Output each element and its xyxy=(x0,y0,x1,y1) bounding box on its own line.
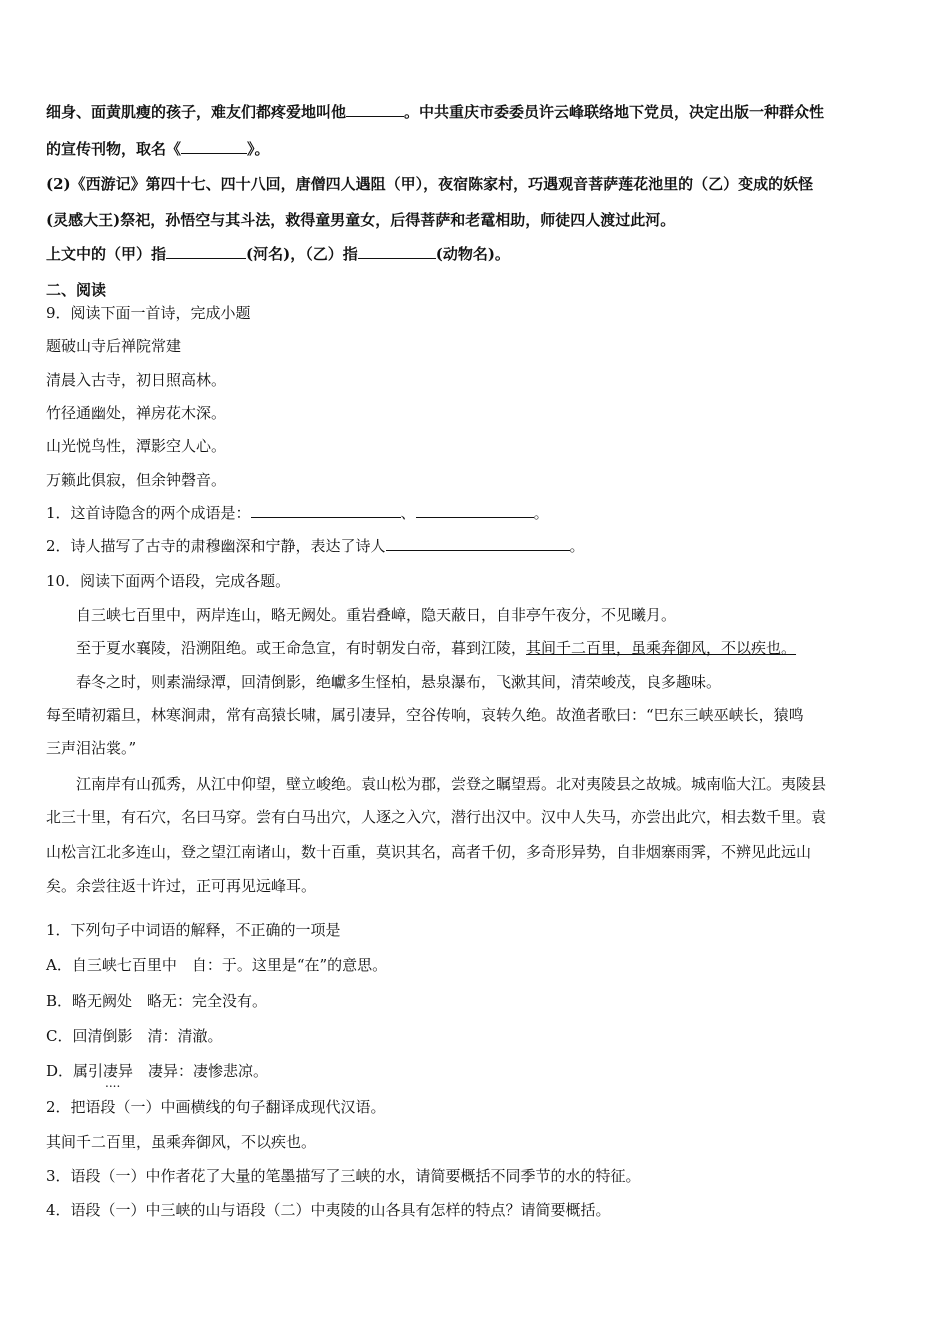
passage-line: 山松言江北多连山，登之望江南诸山，数十百重，莫识其名，高者千仞，多奇形异势，自非烟寨雨霁，不辨见此远山 xyxy=(46,843,812,861)
s8-text: 细身、面黄肌瘦的孩子，难友们都疼爱地叫他 xyxy=(46,103,347,121)
passage-paragraph xyxy=(46,636,796,660)
option-c: C．回清倒影 清：清澈。 xyxy=(46,1027,223,1045)
q10-sub-4: 4．语段（一）中三峡的山与语段（二）中夷陵的山各具有怎样的特点？请简要概括。 xyxy=(46,1201,611,1219)
s8-line-4: (灵感大王)祭祀，孙悟空与其斗法，救得童男童女，后得菩萨和老鼋相助，师徒四人渡过此河。 xyxy=(46,211,676,229)
option-a: A．自三峡七百里中 自：于。这里是“在”的意思。 xyxy=(46,956,388,974)
passage-line: 江南岸有山孤秀，从江中仰望，壁立峻绝。袁山松为郡，尝登之瞩望焉。北对夷陵县之故城。城南临大江。夷陵县 xyxy=(76,775,827,793)
passage-line: 三声泪沾裳。” xyxy=(46,739,137,757)
q-text: 。 xyxy=(569,537,585,555)
answer-blank xyxy=(416,502,534,518)
poem-line: 山光悦鸟性，潭影空人心。 xyxy=(46,437,227,455)
s8-line-5 xyxy=(46,242,510,266)
passage-line: 北三十里，有石穴，名曰马穿。尝有白马出穴，人逐之入穴，潜行出汉中。汉中人失马，亦尝出此穴，相去数千里。袁 xyxy=(46,808,827,826)
s8-line-1 xyxy=(46,100,824,124)
s8-text: (河名)，（乙）指 xyxy=(246,245,358,263)
answer-blank xyxy=(358,243,436,259)
poem-line: 清晨入古寺，初日照高林。 xyxy=(46,371,227,389)
answer-blank xyxy=(251,502,401,518)
q-text: 、 xyxy=(400,504,416,522)
passage-line: 矣。余尝往返十许过，正可再见远峰耳。 xyxy=(46,877,317,895)
s8-text: 上文中的（甲）指 xyxy=(46,245,167,263)
q-text: 。 xyxy=(533,504,549,522)
passage-paragraph: 自三峡七百里中，两岸连山，略无阙处。重岩叠嶂，隐天蔽日，自非亭午夜分，不见曦月。 xyxy=(76,606,677,624)
poem-title: 题破山寺后禅院常建 xyxy=(46,337,182,355)
answer-blank xyxy=(166,243,246,259)
s8-line-3: (2)《西游记》第四十七、四十八回，唐僧四人遇阻（甲），夜宿陈家村，巧遇观音菩萨莲花池里的（乙）变成的妖怪 xyxy=(46,175,814,193)
underlined-sentence: 其间千二百里，虽乘奔御风，不以疾也。 xyxy=(526,639,797,657)
section-heading: 二、阅读 xyxy=(46,281,107,299)
q10-sub-1: 1．下列句子中词语的解释，不正确的一项是 xyxy=(46,921,341,939)
q9-title: 9．阅读下面一首诗，完成小题 xyxy=(46,304,251,322)
option-text: D．属引 xyxy=(46,1062,104,1080)
answer-blank xyxy=(181,138,247,154)
emphasized-word: 凄异 .... xyxy=(103,1062,133,1080)
q-text: 1．这首诗隐含的两个成语是： xyxy=(46,504,251,522)
passage-text: 至于夏水襄陵，沿溯阻绝。或王命急宣，有时朝发白帝，暮到江陵， xyxy=(76,639,527,657)
q10-title: 10．阅读下面两个语段，完成各题。 xyxy=(46,572,291,590)
answer-blank xyxy=(386,535,570,551)
answer-blank xyxy=(346,101,404,117)
q9-sub-2 xyxy=(46,534,585,558)
s8-text: 。中共重庆市委委员许云峰联络地下党员，决定出版一种群众性 xyxy=(404,103,825,121)
passage-paragraph: 春冬之时，则素湍绿潭，回清倒影，绝巘多生怪柏，悬泉瀑布，飞漱其间，清荣峻茂，良多趣味。 xyxy=(76,673,722,691)
passage-line: 每至晴初霜旦，林寒涧肃，常有高猿长啸，属引凄异，空谷传响，哀转久绝。故渔者歌曰：“巴东三峡巫峡长，猿鸣 xyxy=(46,706,804,724)
option-d xyxy=(46,1059,268,1083)
poem-line: 万籁此俱寂，但余钟磬音。 xyxy=(46,471,227,489)
q9-sub-1 xyxy=(46,501,549,525)
option-b: B．略无阙处 略无：完全没有。 xyxy=(46,992,268,1010)
s8-text: 》。 xyxy=(247,140,270,158)
option-text: 凄异：凄惨悲凉。 xyxy=(133,1062,269,1080)
s8-line-2 xyxy=(46,137,270,161)
q10-sub-2: 2．把语段（一）中画横线的句子翻译成现代汉语。 xyxy=(46,1098,386,1116)
q-text: 2．诗人描写了古寺的肃穆幽深和宁静，表达了诗人 xyxy=(46,537,386,555)
q10-sub-3: 3．语段（一）中作者花了大量的笔墨描写了三峡的水，请简要概括不同季节的水的特征。 xyxy=(46,1167,641,1185)
s8-text: 的宣传刊物，取名《 xyxy=(46,140,182,158)
poem-line: 竹径通幽处，禅房花木深。 xyxy=(46,404,227,422)
translate-sentence: 其间千二百里，虽乘奔御风，不以疾也。 xyxy=(46,1133,317,1151)
s8-text: (动物名)。 xyxy=(435,245,510,263)
